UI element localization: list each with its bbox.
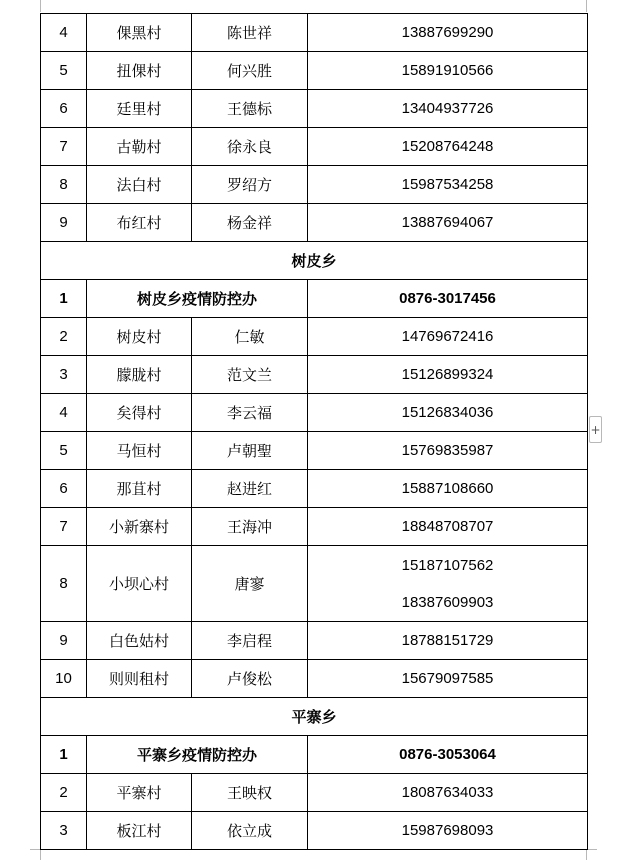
- contact-name: 杨金祥: [192, 204, 308, 242]
- row-number: 7: [41, 508, 87, 546]
- office-row: [41, 736, 588, 774]
- village-name: 古勒村: [87, 128, 192, 166]
- section-header-row: [41, 698, 588, 736]
- village-name: 法白村: [87, 166, 192, 204]
- phone-number: 18387609903: [401, 593, 494, 611]
- phone-number: 15987698093: [308, 812, 588, 850]
- table-row: [41, 470, 588, 508]
- phone-number: 18087634033: [308, 774, 588, 812]
- phone-number: 13887699290: [308, 14, 588, 52]
- table-row: [41, 660, 588, 698]
- village-name: 倮黑村: [87, 14, 192, 52]
- contact-name: 王德标: [192, 90, 308, 128]
- village-name: 树皮村: [87, 318, 192, 356]
- contact-name: 王海冲: [192, 508, 308, 546]
- row-number: 5: [41, 432, 87, 470]
- phone-number-cell: [308, 546, 588, 622]
- office-name: 树皮乡疫情防控办: [87, 280, 308, 318]
- row-number: 9: [41, 622, 87, 660]
- section-header-row: [41, 242, 588, 280]
- phone-number: 18788151729: [308, 622, 588, 660]
- village-name: 矣得村: [87, 394, 192, 432]
- contact-name: 赵进红: [192, 470, 308, 508]
- contact-name: 王映权: [192, 774, 308, 812]
- village-name: 小坝心村: [87, 546, 192, 622]
- table-row: [41, 204, 588, 242]
- page-corner-mark-bottom-right: [586, 849, 597, 860]
- table-row: [41, 546, 588, 622]
- village-name: 那苴村: [87, 470, 192, 508]
- row-number: 7: [41, 128, 87, 166]
- office-row: [41, 280, 588, 318]
- table-row: [41, 14, 588, 52]
- page-corner-mark-bottom-left: [30, 849, 41, 860]
- row-number: 2: [41, 318, 87, 356]
- row-number: 8: [41, 546, 87, 622]
- row-number: 4: [41, 394, 87, 432]
- phone-number: 15679097585: [308, 660, 588, 698]
- page-corner-mark-top-left: [30, 0, 41, 12]
- contact-name: 唐寥: [192, 546, 308, 622]
- table-row: [41, 508, 588, 546]
- row-number: 1: [41, 280, 87, 318]
- row-number: 3: [41, 812, 87, 850]
- contact-name: 徐永良: [192, 128, 308, 166]
- table-row: [41, 90, 588, 128]
- contact-name: 罗绍方: [192, 166, 308, 204]
- row-number: 5: [41, 52, 87, 90]
- village-name: 朦胧村: [87, 356, 192, 394]
- phone-number: 15126899324: [308, 356, 588, 394]
- row-number: 10: [41, 660, 87, 698]
- table-row: [41, 622, 588, 660]
- phone-number: 14769672416: [308, 318, 588, 356]
- phone-number: 18848708707: [308, 508, 588, 546]
- table-row: [41, 394, 588, 432]
- village-name: 扭倮村: [87, 52, 192, 90]
- section-title-shupi: 树皮乡: [41, 242, 588, 280]
- contact-name: 陈世祥: [192, 14, 308, 52]
- row-number: 4: [41, 14, 87, 52]
- row-number: 9: [41, 204, 87, 242]
- row-number: 6: [41, 470, 87, 508]
- phone-number: 13887694067: [308, 204, 588, 242]
- village-name: 板江村: [87, 812, 192, 850]
- table-row: [41, 166, 588, 204]
- phone-number: 15987534258: [308, 166, 588, 204]
- contact-name: 卢俊松: [192, 660, 308, 698]
- phone-number: 15891910566: [308, 52, 588, 90]
- table-row: [41, 52, 588, 90]
- section-title-pingzhai: 平寨乡: [41, 698, 588, 736]
- contact-table: [40, 13, 588, 850]
- row-number: 3: [41, 356, 87, 394]
- contact-name: 依立成: [192, 812, 308, 850]
- village-name: 马恒村: [87, 432, 192, 470]
- office-phone: 0876-3053064: [308, 736, 588, 774]
- office-phone: 0876-3017456: [308, 280, 588, 318]
- table-row: [41, 812, 588, 850]
- add-row-handle[interactable]: [589, 416, 602, 443]
- row-number: 2: [41, 774, 87, 812]
- village-name: 廷里村: [87, 90, 192, 128]
- row-number: 1: [41, 736, 87, 774]
- village-name: 白色姑村: [87, 622, 192, 660]
- village-name: 平寨村: [87, 774, 192, 812]
- plus-icon: +: [590, 422, 601, 437]
- phone-number: 15887108660: [308, 470, 588, 508]
- row-number: 8: [41, 166, 87, 204]
- table-row: [41, 356, 588, 394]
- table-row: [41, 318, 588, 356]
- contact-name: 李云福: [192, 394, 308, 432]
- phone-number: 15126834036: [308, 394, 588, 432]
- office-name: 平寨乡疫情防控办: [87, 736, 308, 774]
- contact-name: 李启程: [192, 622, 308, 660]
- table-row: [41, 128, 588, 166]
- page-corner-mark-top-right: [586, 0, 597, 12]
- contact-name: 卢朝聖: [192, 432, 308, 470]
- contact-name: 范文兰: [192, 356, 308, 394]
- phone-number: 15769835987: [308, 432, 588, 470]
- village-name: 则则租村: [87, 660, 192, 698]
- village-name: 布红村: [87, 204, 192, 242]
- phone-number: 15208764248: [308, 128, 588, 166]
- contact-name: 仁敏: [192, 318, 308, 356]
- phone-number: 15187107562: [401, 556, 494, 574]
- table-row: [41, 774, 588, 812]
- row-number: 6: [41, 90, 87, 128]
- contact-name: 何兴胜: [192, 52, 308, 90]
- village-name: 小新寨村: [87, 508, 192, 546]
- phone-number: 13404937726: [308, 90, 588, 128]
- table-row: [41, 432, 588, 470]
